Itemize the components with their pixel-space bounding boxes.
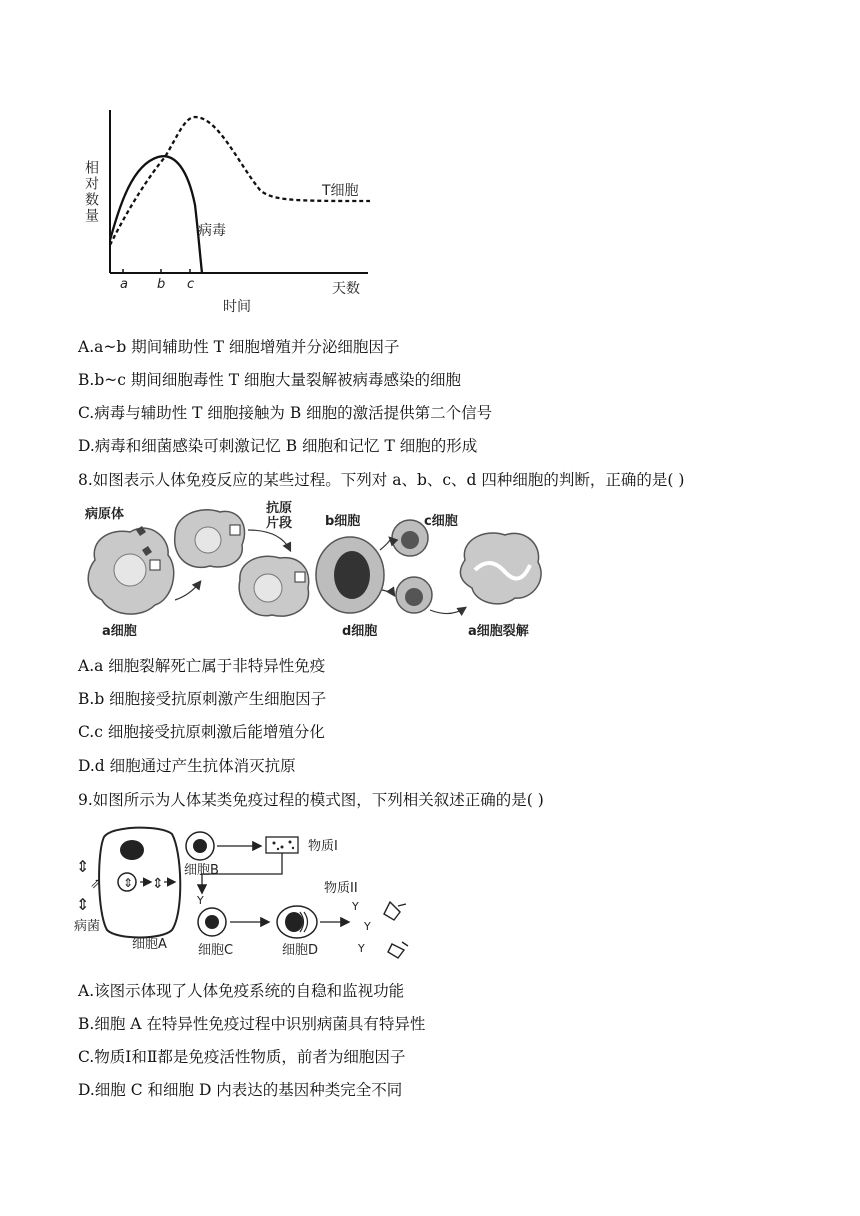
svg-text:Y: Y — [364, 920, 371, 933]
figure-virus-tcell-curve — [70, 95, 390, 320]
q9-stem: 9.如图所示为人体某类免疫过程的模式图，下列相关叙述正确的是( ) — [78, 791, 544, 809]
label-bacteria: 病菌 — [74, 919, 101, 934]
svg-text:⇕: ⇕ — [152, 876, 164, 892]
y-axis-label: 相对数量 — [83, 160, 99, 224]
q7-option-b: B.b~c 期间细胞毒性 T 细胞大量裂解被病毒感染的细胞 — [78, 371, 462, 389]
q9-option-a: A.该图示体现了人体免疫系统的自稳和监视功能 — [78, 982, 405, 1000]
label-cell-b: b细胞 — [325, 514, 361, 529]
q7-option-a: A.a~b 期间辅助性 T 细胞增殖并分泌细胞因子 — [78, 338, 400, 356]
figure-immune-cells — [80, 500, 550, 645]
tick-b: b — [157, 277, 166, 292]
figure-immune-process — [72, 822, 432, 962]
label-substance-1: 物质Ⅰ — [308, 839, 338, 854]
svg-text:⇗: ⇗ — [90, 876, 102, 892]
tick-a: a — [120, 277, 128, 292]
q8-stem: 8.如图表示人体免疫反应的某些过程。下列对 a、b、c、d 四种细胞的判断，正确的是( ) — [78, 471, 685, 489]
svg-text:Y: Y — [352, 900, 359, 913]
q8-option-c: C.c 细胞接受抗原刺激后能增殖分化 — [78, 723, 325, 741]
svg-text:⇕: ⇕ — [76, 895, 90, 914]
tcell-curve — [110, 117, 370, 245]
label-antigen-2: 片段 — [266, 516, 293, 531]
q8-option-a: A.a 细胞裂解死亡属于非特异性免疫 — [78, 657, 326, 675]
q8-option-b: B.b 细胞接受抗原刺激产生细胞因子 — [78, 690, 327, 708]
q8-option-d: D.d 细胞通过产生抗体消灭抗原 — [78, 757, 296, 775]
series-label-virus: 病毒 — [198, 223, 226, 239]
svg-text:Y: Y — [358, 942, 365, 955]
svg-text:Y: Y — [197, 894, 204, 907]
q9-option-b: B.细胞 A 在特异性免疫过程中识别病菌具有特异性 — [78, 1015, 426, 1033]
q9-option-c: C.物质Ⅰ和Ⅱ都是免疫活性物质，前者为细胞因子 — [78, 1048, 406, 1066]
label-cell-d: d细胞 — [342, 624, 378, 639]
label-cell-D: 细胞D — [282, 943, 319, 958]
label-cell-a: a细胞 — [102, 624, 137, 639]
q7-option-d: D.病毒和细菌感染可刺激记忆 B 细胞和记忆 T 细胞的形成 — [78, 437, 478, 455]
label-cell-C: 细胞C — [198, 943, 234, 958]
label-substance-2: 物质ⅠⅠ — [324, 881, 358, 896]
virus-curve — [110, 156, 202, 273]
x-axis-label: 时间 — [223, 299, 251, 315]
label-cell-c: c细胞 — [424, 514, 458, 529]
label-pathogen: 病原体 — [85, 507, 125, 522]
q9-option-d: D.细胞 C 和细胞 D 内表达的基因种类完全不同 — [78, 1081, 403, 1099]
x-axis-end-label: 天数 — [332, 281, 360, 297]
tick-c: c — [187, 277, 195, 292]
label-cell-B: 细胞B — [184, 863, 219, 878]
label-cell-A: 细胞A — [132, 937, 167, 952]
svg-text:⇕: ⇕ — [76, 857, 90, 876]
label-lysis: a细胞裂解 — [468, 624, 529, 639]
svg-text:⇕: ⇕ — [123, 876, 134, 890]
q7-option-c: C.病毒与辅助性 T 细胞接触为 B 细胞的激活提供第二个信号 — [78, 404, 493, 422]
label-antigen-1: 抗原 — [266, 501, 293, 516]
series-label-tcell: T细胞 — [322, 183, 359, 199]
